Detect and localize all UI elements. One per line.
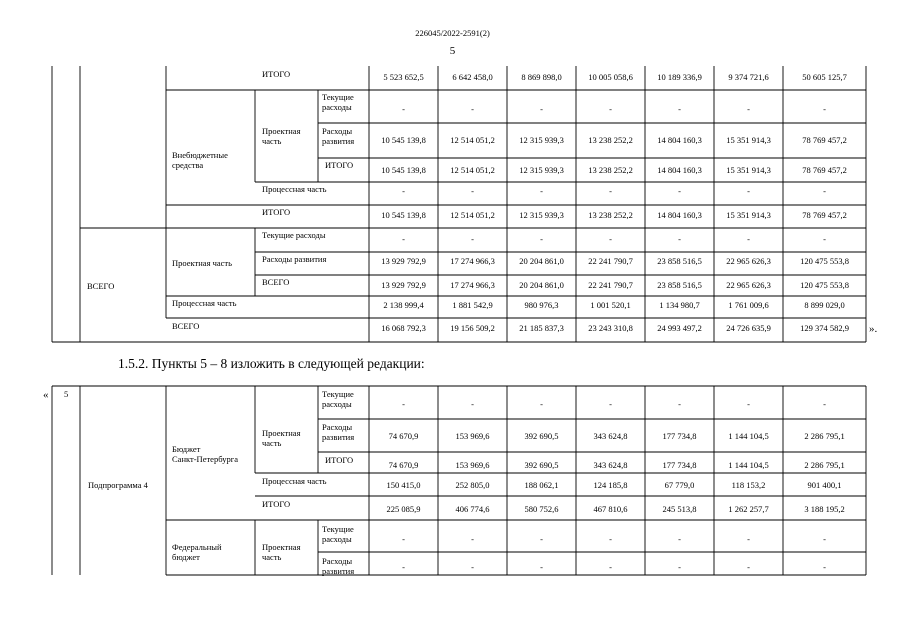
table1-cell: -	[747, 186, 750, 196]
table1-cell: 23 858 516,5	[657, 256, 702, 266]
document-number: 226045/2022-2591(2)	[415, 28, 490, 38]
table1-cell: 1 761 009,6	[728, 300, 769, 310]
table1-cell: -	[609, 104, 612, 114]
table2-row-label: Расходы развития	[322, 422, 355, 442]
table1-row-label: Расходы развития	[262, 254, 327, 264]
budget-spb-label: Бюджет Санкт-Петербурга	[172, 444, 238, 464]
table1-cell: -	[678, 186, 681, 196]
table2-cell: 252 805,0	[455, 480, 490, 490]
table2-cell: 901 400,1	[807, 480, 842, 490]
table2-cell: -	[609, 562, 612, 572]
table1-cell: 16 068 792,3	[381, 323, 426, 333]
table1-row-label: ИТОГО	[262, 69, 291, 79]
page-number: 5	[449, 45, 456, 57]
table1-cell: 21 185 837,3	[519, 323, 564, 333]
table1-cell: 17 274 966,3	[450, 280, 495, 290]
table1-row-label: Текущие расходы	[322, 92, 354, 112]
table1-cell: 15 351 914,3	[726, 210, 771, 220]
table1-cell: 1 134 980,7	[659, 300, 700, 310]
table1-cell: 50 605 125,7	[802, 72, 847, 82]
table1-cell: 12 315 939,3	[519, 165, 564, 175]
section-heading: 1.5.2. Пункты 5 – 8 изложить в следующей редакции:	[118, 356, 425, 371]
table2-cell: 124 185,8	[593, 480, 628, 490]
total-label: ВСЕГО	[87, 281, 115, 291]
table2-cell: -	[471, 562, 474, 572]
table2-cell: 74 670,9	[388, 460, 419, 470]
table1-cell: 8 869 898,0	[521, 72, 562, 82]
table2-cell: 118 153,2	[731, 480, 766, 490]
table2-cell: -	[609, 534, 612, 544]
table2-cell: -	[678, 399, 681, 409]
table1-cell: 24 726 635,9	[726, 323, 771, 333]
project-part-label: Проектная часть	[262, 428, 301, 448]
table1-cell: -	[471, 186, 474, 196]
table1-row-label: Расходы развития	[322, 126, 355, 146]
table1-cell: 120 475 553,8	[800, 280, 849, 290]
table1-cell: 12 315 939,3	[519, 135, 564, 145]
table1-cell: 23 243 310,8	[588, 323, 633, 333]
project-part-label: Проектная часть	[262, 126, 301, 146]
table2-cell: -	[540, 534, 543, 544]
table2-cell: 153 969,6	[455, 431, 490, 441]
table1-cell: 5 523 652,5	[383, 72, 424, 82]
table2-cell: 2 286 795,1	[804, 431, 845, 441]
table1-cell: 13 238 252,2	[588, 135, 633, 145]
table1-cell: 2 138 999,4	[383, 300, 424, 310]
table1-cell: 13 238 252,2	[588, 210, 633, 220]
table1-cell: -	[747, 104, 750, 114]
table2-cell: -	[402, 534, 405, 544]
table1-cell: 12 514 051,2	[450, 135, 495, 145]
closing-quote-mark: ».	[869, 323, 878, 335]
table1-cell: 14 804 160,3	[657, 135, 702, 145]
table1-cell: 23 858 516,5	[657, 280, 702, 290]
table2-cell: 67 779,0	[664, 480, 695, 490]
table1-cell: 78 769 457,2	[802, 165, 847, 175]
table1-cell: -	[402, 234, 405, 244]
table1-cell: -	[540, 234, 543, 244]
table2-cell: -	[678, 562, 681, 572]
table2-cell: -	[471, 399, 474, 409]
table1-cell: -	[471, 234, 474, 244]
table1-cell: -	[678, 104, 681, 114]
table1-row-label: ИТОГО	[262, 207, 291, 217]
table1-cell: -	[609, 186, 612, 196]
table1-cell: 15 351 914,3	[726, 135, 771, 145]
table2-cell: -	[747, 534, 750, 544]
opening-quote-mark: «	[43, 389, 49, 401]
table1-cell: 78 769 457,2	[802, 210, 847, 220]
table2-cell: 74 670,9	[388, 431, 419, 441]
table2-row-label: ИТОГО	[262, 499, 291, 509]
table1-cell: 13 929 792,9	[381, 256, 426, 266]
table2-row-label: Текущие расходы	[322, 389, 354, 409]
table2-cell: -	[471, 534, 474, 544]
offbudget-label: Внебюджетные средства	[172, 150, 228, 170]
table2-cell: 1 144 104,5	[728, 431, 769, 441]
table2-cell: -	[678, 534, 681, 544]
project-part-label: Проектная часть	[262, 542, 301, 562]
table1-cell: 12 514 051,2	[450, 210, 495, 220]
table2-cell: -	[747, 562, 750, 572]
table1-cell: -	[402, 104, 405, 114]
table2-cell: 392 690,5	[524, 460, 559, 470]
table1-cell: 10 545 139,8	[381, 165, 426, 175]
table1-cell: -	[678, 234, 681, 244]
table1-cell: 12 315 939,3	[519, 210, 564, 220]
table2-cell: 392 690,5	[524, 431, 559, 441]
table1-cell: 22 241 790,7	[588, 256, 633, 266]
table2-cell: 1 144 104,5	[728, 460, 769, 470]
table1-cell: 17 274 966,3	[450, 256, 495, 266]
table2-row-label: Текущие расходы	[322, 524, 354, 544]
table1-cell: 20 204 861,0	[519, 280, 564, 290]
table1-cell: 8 899 029,0	[804, 300, 845, 310]
federal-budget-label: Федеральный бюджет	[172, 542, 222, 562]
table1-cell: -	[609, 234, 612, 244]
table1-cell: 22 965 626,3	[726, 280, 771, 290]
table1-cell: 980 976,3	[524, 300, 559, 310]
project-part-label: Проектная часть	[172, 258, 233, 268]
table2-cell: 225 085,9	[386, 504, 421, 514]
table1-row-label: Процессная часть	[262, 184, 327, 194]
table1-cell: 14 804 160,3	[657, 165, 702, 175]
table1-cell: 20 204 861,0	[519, 256, 564, 266]
table2-cell: -	[747, 399, 750, 409]
table1-cell: -	[823, 104, 826, 114]
table1-cell: -	[471, 104, 474, 114]
table1-cell: -	[747, 234, 750, 244]
table1-cell: 13 929 792,9	[381, 280, 426, 290]
table1-row-label: Текущие расходы	[262, 230, 326, 240]
table1-cell: 9 374 721,6	[728, 72, 769, 82]
table2-row-label: Процессная часть	[262, 476, 327, 486]
table2-cell: 580 752,6	[524, 504, 559, 514]
subprogram-label: Подпрограмма 4	[88, 480, 148, 490]
table2-cell: -	[540, 399, 543, 409]
table1-cell: 22 241 790,7	[588, 280, 633, 290]
table2-cell: 245 513,8	[662, 504, 697, 514]
table1-cell: -	[540, 104, 543, 114]
table1-row-label: Процессная часть	[172, 298, 237, 308]
table2-cell: -	[402, 562, 405, 572]
table1-cell: 10 005 058,6	[588, 72, 633, 82]
table2-cell: 3 188 195,2	[804, 504, 845, 514]
table1-row-label: ВСЕГО	[172, 321, 200, 331]
table2-cell: 343 624,8	[593, 460, 628, 470]
table2-row-label: ИТОГО	[325, 455, 354, 465]
table2-cell: -	[402, 399, 405, 409]
table1-cell: 15 351 914,3	[726, 165, 771, 175]
table1-cell: 24 993 497,2	[657, 323, 702, 333]
table2-cell: -	[823, 534, 826, 544]
table1-cell: 120 475 553,8	[800, 256, 849, 266]
table1-cell: -	[402, 186, 405, 196]
table2-cell: 343 624,8	[593, 431, 628, 441]
table2-row-label: Расходы развития	[322, 556, 355, 576]
table2-cell: 150 415,0	[386, 480, 421, 490]
table1-cell: 1 881 542,9	[452, 300, 493, 310]
table1-cell: 6 642 458,0	[452, 72, 493, 82]
table2-cell: 1 262 257,7	[728, 504, 769, 514]
table2-cell: 177 734,8	[662, 460, 697, 470]
table1-cell: 22 965 626,3	[726, 256, 771, 266]
table2-cell: -	[823, 562, 826, 572]
table2-cell: 153 969,6	[455, 460, 490, 470]
table1-cell: 13 238 252,2	[588, 165, 633, 175]
table1-cell: 14 804 160,3	[657, 210, 702, 220]
table1-cell: 1 001 520,1	[590, 300, 631, 310]
table2-cell: 177 734,8	[662, 431, 697, 441]
table1-cell: 12 514 051,2	[450, 165, 495, 175]
table1-cell: -	[823, 234, 826, 244]
table2-cell: -	[540, 562, 543, 572]
table2-cell: -	[823, 399, 826, 409]
table1-cell: 78 769 457,2	[802, 135, 847, 145]
row-number: 5	[64, 389, 69, 399]
table1-cell: 19 156 509,2	[450, 323, 495, 333]
table1-cell: 10 545 139,8	[381, 210, 426, 220]
table1-cell: -	[540, 186, 543, 196]
table1-cell: -	[823, 186, 826, 196]
table2-cell: 467 810,6	[593, 504, 628, 514]
table2-cell: 188 062,1	[524, 480, 559, 490]
table2-cell: 2 286 795,1	[804, 460, 845, 470]
table1-cell: 10 545 139,8	[381, 135, 426, 145]
table1-cell: 10 189 336,9	[657, 72, 702, 82]
table2-cell: 406 774,6	[455, 504, 490, 514]
table1-cell: 129 374 582,9	[800, 323, 849, 333]
table1-row-label: ВСЕГО	[262, 277, 290, 287]
table2-cell: -	[609, 399, 612, 409]
table1-row-label: ИТОГО	[325, 160, 354, 170]
